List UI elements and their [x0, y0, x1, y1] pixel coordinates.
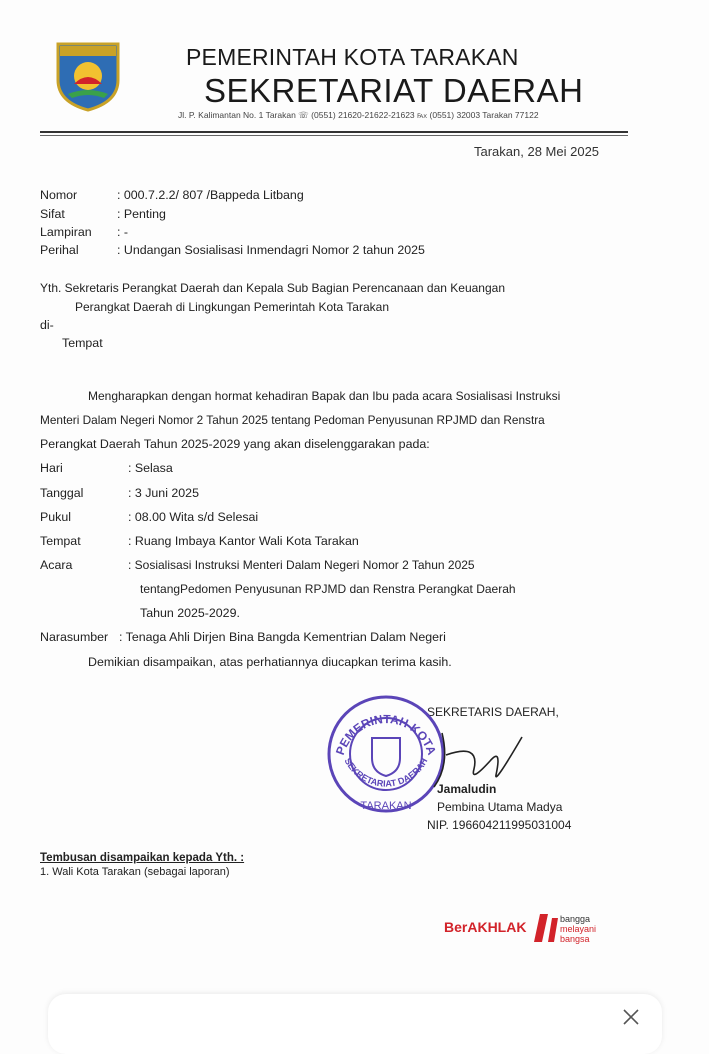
detail-value-continued: Tahun 2025-2029.	[140, 606, 240, 620]
berakhlak-logo	[444, 908, 614, 948]
signatory-rank: Pembina Utama Madya	[437, 800, 563, 814]
close-icon[interactable]	[620, 1006, 642, 1028]
recipient-line: Perangkat Daerah di Lingkungan Pemerintah Kota Tarakan	[75, 300, 389, 314]
closing-sentence: Demikian disampaikan, atas perhatiannya diucapkan terima kasih.	[88, 655, 452, 669]
handwritten-signature	[420, 725, 530, 795]
recipient-place: Tempat	[62, 336, 103, 350]
berakhlak-tag: bangsa	[560, 934, 590, 944]
detail-value: : Selasa	[128, 461, 173, 475]
detail-value-continued: tentangPedomen Penyusunan RPJMD dan Renstra Perangkat Daerah	[140, 582, 516, 596]
signatory-nip: NIP. 196604211995031004	[427, 818, 572, 832]
header-office-name: SEKRETARIAT DAERAH	[204, 72, 584, 109]
letter-date: Tarakan, 28 Mei 2025	[474, 144, 600, 159]
stamp-bottom-text: SEKRETARIAT DAERAH	[342, 756, 430, 789]
body-line: Mengharapkan dengan hormat kehadiran Bapak dan Ibu pada acara Sosialisasi Instruksi	[88, 389, 561, 403]
berakhlak-brand: BerAKHLAK	[444, 919, 527, 935]
body-line: Menteri Dalam Negeri Nomor 2 Tahun 2025 tentang Pedoman Penyusunan RPJMD dan Renstra	[40, 413, 545, 427]
svg-text:SEKRETARIAT DAERAH	[343, 756, 430, 788]
header-address: Jl. P. Kalimantan No. 1 Tarakan ☏ (0551) 21620-21622-21623 ℻ (0551) 32003 Tarakan 77122	[178, 110, 539, 120]
meta-label: Sifat	[40, 207, 65, 221]
detail-value: : 3 Juni 2025	[128, 486, 199, 500]
meta-label: Perihal	[40, 243, 79, 257]
detail-value: : Ruang Imbaya Kantor Wali Kota Tarakan	[128, 534, 359, 548]
detail-label: Tanggal	[40, 486, 84, 500]
header-government-name: PEMERINTAH KOTA TARAKAN	[186, 44, 519, 70]
header-rule	[40, 131, 628, 133]
stamp-city: TARAKAN	[360, 800, 412, 812]
detail-value: : 08.00 Wita s/d Selesai	[128, 510, 259, 524]
meta-label: Nomor	[40, 188, 78, 202]
berakhlak-tag: melayani	[560, 924, 597, 934]
signatory-name: Jamaludin	[437, 782, 497, 796]
detail-label: Hari	[40, 461, 63, 475]
narasumber-label: Narasumber	[40, 630, 109, 644]
detail-label: Acara	[40, 558, 73, 572]
meta-value: : 000.7.2.2/ 807 /Bappeda Litbang	[117, 188, 304, 202]
narasumber-value: : Tenaga Ahli Dirjen Bina Bangda Kementrian Dalam Negeri	[119, 630, 446, 644]
detail-label: Tempat	[40, 534, 81, 548]
detail-label: Pukul	[40, 510, 71, 524]
berakhlak-tag: bangga	[560, 914, 591, 924]
meta-value: : Undangan Sosialisasi Inmendagri Nomor 2 tahun 2025	[117, 243, 425, 257]
stamp-top-text: PEMERINTAH KOTA	[332, 712, 440, 757]
cc-title: Tembusan disampaikan kepada Yth. :	[40, 852, 245, 864]
recipient-di: di-	[40, 318, 54, 332]
detail-value: : Sosialisasi Instruksi Menteri Dalam Negeri Nomor 2 Tahun 2025	[128, 558, 475, 572]
meta-value: : Penting	[117, 207, 166, 221]
cc-item: 1. Wali Kota Tarakan (sebagai laporan)	[40, 866, 230, 878]
meta-label: Lampiran	[40, 225, 92, 239]
meta-value: : -	[117, 225, 129, 239]
signatory-title: SEKRETARIS DAERAH,	[427, 705, 559, 719]
recipient-line: Yth. Sekretaris Perangkat Daerah dan Kepala Sub Bagian Perencanaan dan Keuangan	[40, 281, 505, 295]
body-line: Perangkat Daerah Tahun 2025-2029 yang akan diselenggarakan pada:	[40, 437, 430, 451]
bottom-sheet	[48, 994, 662, 1054]
tarakan-coat-of-arms-logo	[54, 40, 122, 112]
header-rule-thin	[40, 135, 628, 136]
